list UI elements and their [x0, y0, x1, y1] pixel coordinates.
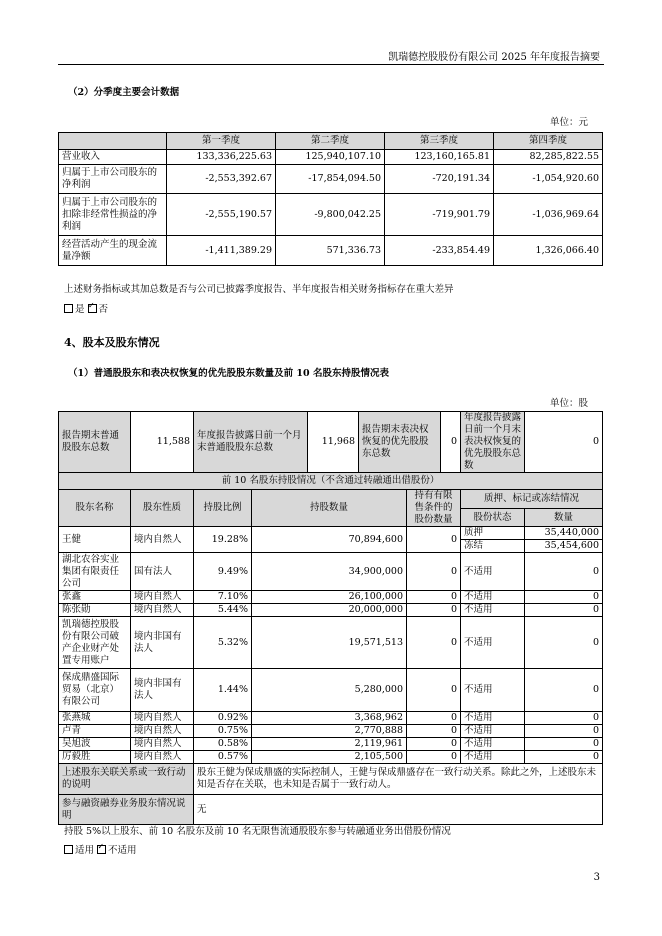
- holder-status-count: 35,440,000: [525, 527, 603, 540]
- header-rule: [58, 64, 604, 65]
- summary-label-2: 年度报告披露日前一个月末普通股股东总数: [194, 412, 308, 473]
- row-label: 归属于上市公司股东的净利润: [59, 165, 167, 194]
- holder-ratio: 7.10%: [194, 591, 252, 604]
- running-header: 凯瑞德控股股份有限公司 2025 年年度报告摘要: [388, 52, 600, 63]
- holders-header-row: [59, 490, 603, 509]
- summary-value-3: 0: [441, 412, 461, 473]
- holder-qty: 5,280,000: [252, 669, 407, 712]
- relation-label: 上述股东关联关系或一致行动的说明: [59, 764, 194, 795]
- holder-name: 陈张勋: [59, 604, 131, 617]
- q4-value: -1,036,969.64: [494, 194, 603, 236]
- holder-status: 质押: [461, 527, 525, 540]
- margin-label: 参与融资融券业务股东情况说明: [59, 795, 194, 825]
- quarterly-variance-choice: [64, 301, 108, 315]
- holder-status-count: 35,454,600: [525, 540, 603, 553]
- holder-nature: 境内自然人: [131, 591, 194, 604]
- quarterly-table: [58, 132, 603, 266]
- quarterly-section-title: （2）分季度主要会计数据: [68, 87, 180, 98]
- q1-value: -2,555,190.57: [167, 194, 276, 236]
- holder-status-count: 0: [525, 553, 603, 591]
- quarterly-row-net-profit: [59, 165, 603, 194]
- holder-restricted: 0: [407, 527, 461, 553]
- lending-note: 持股 5%以上股东、前 10 名股东及前 10 名无限售流通股股东参与转融通业务出借股份情况: [64, 826, 451, 837]
- holder-status: 冻结: [461, 540, 525, 553]
- table-row: [59, 738, 603, 751]
- relation-text: 股东王健为保成鼎盛的实际控制人，王健与保成鼎盛存在一致行动关系。除此之外，上述股东未知是否存在关联，也未知是否属于一致行动人。: [194, 764, 603, 795]
- summary-value-2: 11,968: [308, 412, 359, 473]
- header-q1: 第一季度: [167, 133, 276, 150]
- holder-nature: 境内非国有法人: [131, 669, 194, 712]
- quarterly-row-deducted-profit: [59, 194, 603, 236]
- holder-ratio: 5.44%: [194, 604, 252, 617]
- holder-status: 不适用: [461, 617, 525, 669]
- top10-caption: 前 10 名股东持股情况（不含通过转融通出借股份）: [59, 473, 603, 490]
- table-row: [59, 553, 603, 591]
- quarterly-header-row: [59, 133, 603, 150]
- no-checkbox[interactable]: [88, 304, 97, 313]
- quarterly-unit: 单位：元: [549, 117, 588, 128]
- page-number: 3: [593, 872, 600, 883]
- table-row: [59, 604, 603, 617]
- table-row: [59, 725, 603, 738]
- holder-name: 张燕城: [59, 712, 131, 725]
- margin-row: [59, 795, 603, 825]
- holder-status-count: 0: [525, 617, 603, 669]
- holder-qty: 2,105,500: [252, 751, 407, 764]
- q2-value: 125,940,107.10: [276, 150, 385, 165]
- header-status-count: 数量: [525, 509, 603, 527]
- holder-restricted: 0: [407, 669, 461, 712]
- holder-status: 不适用: [461, 738, 525, 751]
- header-restricted-qty: 持有有限售条件的股份数量: [407, 490, 461, 527]
- holder-ratio: 9.49%: [194, 553, 252, 591]
- holder-qty: 2,119,961: [252, 738, 407, 751]
- header-share-status: 股份状态: [461, 509, 525, 527]
- holder-restricted: 0: [407, 738, 461, 751]
- summary-label-1: 报告期末普通股股东总数: [59, 412, 131, 473]
- q2-value: 571,336.73: [276, 236, 385, 266]
- table-row: [59, 591, 603, 604]
- q4-value: 82,285,822.55: [494, 150, 603, 165]
- holder-status: 不适用: [461, 591, 525, 604]
- holder-nature: 国有法人: [131, 553, 194, 591]
- holder-restricted: 0: [407, 712, 461, 725]
- holder-status: 不适用: [461, 751, 525, 764]
- holder-qty: 70,894,600: [252, 527, 407, 553]
- q3-value: 123,160,165.81: [385, 150, 494, 165]
- summary-label-3: 报告期末表决权恢复的优先股股东总数: [359, 412, 441, 473]
- holder-nature: 境内自然人: [131, 738, 194, 751]
- holder-status-count: 0: [525, 712, 603, 725]
- holder-restricted: 0: [407, 591, 461, 604]
- holder-ratio: 0.58%: [194, 738, 252, 751]
- table-row: [59, 751, 603, 764]
- holder-name: 张鑫: [59, 591, 131, 604]
- no-label: 否: [98, 304, 109, 315]
- holder-qty: 26,100,000: [252, 591, 407, 604]
- holder-status: 不适用: [461, 604, 525, 617]
- holder-restricted: 0: [407, 725, 461, 738]
- header-q3: 第三季度: [385, 133, 494, 150]
- holder-status: 不适用: [461, 725, 525, 738]
- shareholders-unit: 单位：股: [549, 398, 588, 409]
- q2-value: -9,800,042.25: [276, 194, 385, 236]
- quarterly-header-blank: [59, 133, 167, 150]
- holder-name: 厉毅胜: [59, 751, 131, 764]
- holder-name: 王健: [59, 527, 131, 553]
- holder-ratio: 19.28%: [194, 527, 252, 553]
- quarterly-row-revenue: [59, 150, 603, 165]
- shareholders-table: [58, 411, 603, 825]
- holder-name: 湖北农谷实业集团有限责任公司: [59, 553, 131, 591]
- header-holder-name: 股东名称: [59, 490, 131, 527]
- summary-label-4: 年度报告披露日前一个月末表决权恢复的优先股股东总数: [461, 412, 525, 473]
- holder-nature: 境内自然人: [131, 527, 194, 553]
- yes-label: 是: [75, 304, 85, 315]
- q4-value: -1,054,920.60: [494, 165, 603, 194]
- q3-value: -233,854.49: [385, 236, 494, 266]
- holder-ratio: 5.32%: [194, 617, 252, 669]
- holder-status-count: 0: [525, 725, 603, 738]
- holder-restricted: 0: [407, 553, 461, 591]
- holder-restricted: 0: [407, 751, 461, 764]
- holder-qty: 2,770,888: [252, 725, 407, 738]
- holder-qty: 19,571,513: [252, 617, 407, 669]
- margin-text: 无: [194, 795, 603, 825]
- shareholder-summary-row: [59, 412, 603, 473]
- holder-qty: 3,368,962: [252, 712, 407, 725]
- holder-nature: 境内自然人: [131, 604, 194, 617]
- holder-status-count: 0: [525, 738, 603, 751]
- holder-ratio: 1.44%: [194, 669, 252, 712]
- holder-name: 保成鼎盛国际贸易（北京）有限公司: [59, 669, 131, 712]
- header-q2: 第二季度: [276, 133, 385, 150]
- holder-restricted: 0: [407, 604, 461, 617]
- not-applicable-checkbox[interactable]: [97, 845, 106, 854]
- table-row: [59, 527, 603, 540]
- top10-caption-row: [59, 473, 603, 490]
- shareholders-subtitle: （1）普通股股东和表决权恢复的优先股股东数量及前 10 名股东持股情况表: [68, 368, 389, 379]
- holder-name: 凯瑞德控股股份有限公司破产企业财产处置专用账户: [59, 617, 131, 669]
- header-q4: 第四季度: [494, 133, 603, 150]
- holder-status-count: 0: [525, 604, 603, 617]
- holder-name: 吴旭波: [59, 738, 131, 751]
- quarterly-variance-note: 上述财务指标或其加总数是否与公司已披露季度报告、半年度报告相关财务指标存在重大差异: [64, 284, 454, 295]
- applicable-label: 适用: [75, 845, 95, 856]
- holder-nature: 境内自然人: [131, 751, 194, 764]
- q1-value: -1,411,389.29: [167, 236, 276, 266]
- quarterly-row-cash-flow: [59, 236, 603, 266]
- holder-status: 不适用: [461, 669, 525, 712]
- row-label: 归属于上市公司股东的扣除非经常性损益的净利润: [59, 194, 167, 236]
- holder-nature: 境内自然人: [131, 725, 194, 738]
- row-label: 经营活动产生的现金流量净额: [59, 236, 167, 266]
- holder-ratio: 0.75%: [194, 725, 252, 738]
- table-row: [59, 712, 603, 725]
- q3-value: -719,901.79: [385, 194, 494, 236]
- relation-row: [59, 764, 603, 795]
- not-applicable-label: 不适用: [108, 845, 137, 856]
- applicable-checkbox[interactable]: [64, 845, 73, 854]
- holder-ratio: 0.57%: [194, 751, 252, 764]
- holder-status: 不适用: [461, 553, 525, 591]
- holder-status-count: 0: [525, 751, 603, 764]
- lending-choice: [64, 842, 137, 856]
- holder-name: 卢青: [59, 725, 131, 738]
- yes-checkbox[interactable]: [64, 304, 73, 313]
- header-pledge: 质押、标记或冻结情况: [461, 490, 603, 509]
- q1-value: 133,336,225.63: [167, 150, 276, 165]
- q1-value: -2,553,392.67: [167, 165, 276, 194]
- q4-value: 1,326,066.40: [494, 236, 603, 266]
- row-label: 营业收入: [59, 150, 167, 165]
- header-holder-nature: 股东性质: [131, 490, 194, 527]
- holder-status-count: 0: [525, 669, 603, 712]
- holder-ratio: 0.92%: [194, 712, 252, 725]
- summary-value-1: 11,588: [131, 412, 194, 473]
- holder-status: 不适用: [461, 712, 525, 725]
- holder-status-count: 0: [525, 591, 603, 604]
- q3-value: -720,191.34: [385, 165, 494, 194]
- holder-nature: 境内非国有法人: [131, 617, 194, 669]
- table-row: [59, 669, 603, 712]
- section-4-title: 4、股本及股东情况: [64, 336, 160, 349]
- holder-restricted: 0: [407, 617, 461, 669]
- q2-value: -17,854,094.50: [276, 165, 385, 194]
- header-holding-ratio: 持股比例: [194, 490, 252, 527]
- summary-value-4: 0: [525, 412, 603, 473]
- header-holding-qty: 持股数量: [252, 490, 407, 527]
- holder-nature: 境内自然人: [131, 712, 194, 725]
- holder-qty: 20,000,000: [252, 604, 407, 617]
- table-row: [59, 617, 603, 669]
- holder-qty: 34,900,000: [252, 553, 407, 591]
